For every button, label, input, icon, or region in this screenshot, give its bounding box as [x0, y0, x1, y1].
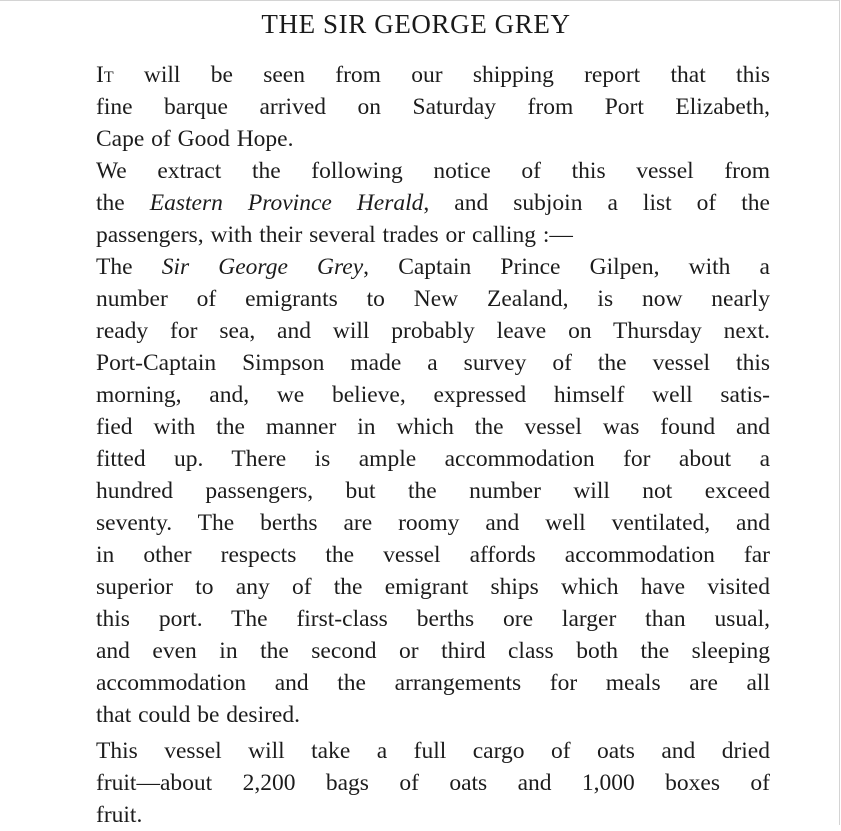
paragraph-line: that could be desired. [96, 702, 300, 728]
paragraph-line: morning, and, we believe, expressed himself well satis- [96, 382, 770, 408]
paragraph-line [62, 187, 770, 219]
line-text: the [96, 190, 150, 216]
vessel-name: Sir George Grey [161, 254, 364, 280]
article [62, 1, 770, 831]
paragraph-line: fied with the manner in which the vessel was found and [96, 414, 770, 440]
newspaper-name: Eastern Province Herald [149, 190, 424, 216]
paragraph-line: accommodation and the arrangements for meals are all [96, 670, 770, 696]
line-text: , Captain Prince Gilpen, with a [363, 254, 770, 280]
drop-word: It [96, 62, 114, 88]
paragraph-line: passengers, with their several trades or calling :— [96, 222, 573, 248]
paragraph-line: this port. The first-class berths ore larger than usual, [96, 606, 770, 632]
paragraph-line: superior to any of the emigrant ships which have visited [96, 574, 770, 600]
paragraph-line: This vessel will take a full cargo of oats and dried [96, 738, 770, 764]
paragraph-line: Cape of Good Hope. [96, 126, 294, 152]
paragraph-line: Port-Captain Simpson made a survey of the vessel this [96, 350, 770, 376]
paragraph-line: and even in the second or third class both the sleeping [96, 638, 770, 664]
paragraph-line: seventy. The berths are roomy and well ventilated, and [96, 510, 770, 536]
paragraph-line: fruit—about 2,200 bags of oats and 1,000 boxes of [96, 770, 770, 796]
paragraph-vessel-description [62, 251, 770, 731]
paragraph-extract-notice [62, 155, 770, 251]
paragraph-line: ready for sea, and will probably leave on Thursday next. [96, 318, 770, 344]
paragraph-line: We extract the following notice of this vessel from [96, 158, 770, 184]
article-title: THE SIR GEORGE GREY [261, 9, 571, 39]
paragraph-line [62, 251, 770, 283]
paragraph-line [62, 59, 770, 91]
paragraph-line: fine barque arrived on Saturday from Port Elizabeth, [96, 94, 770, 120]
paragraph-cargo [62, 735, 770, 831]
line-text: , and subjoin a list of the [423, 190, 770, 216]
paragraph-line: fruit. [96, 802, 143, 828]
line-text: The [96, 254, 162, 280]
paragraph-line: fitted up. There is ample accommodation for about a [96, 446, 770, 472]
paragraph-arrival [62, 59, 770, 155]
paragraph-line: in other respects the vessel affords accommodation far [96, 542, 770, 568]
line-text: will be seen from our shipping report that this [113, 62, 770, 88]
paragraph-line: number of emigrants to New Zealand, is now nearly [96, 286, 770, 312]
paragraph-line: hundred passengers, but the number will not exceed [96, 478, 770, 504]
